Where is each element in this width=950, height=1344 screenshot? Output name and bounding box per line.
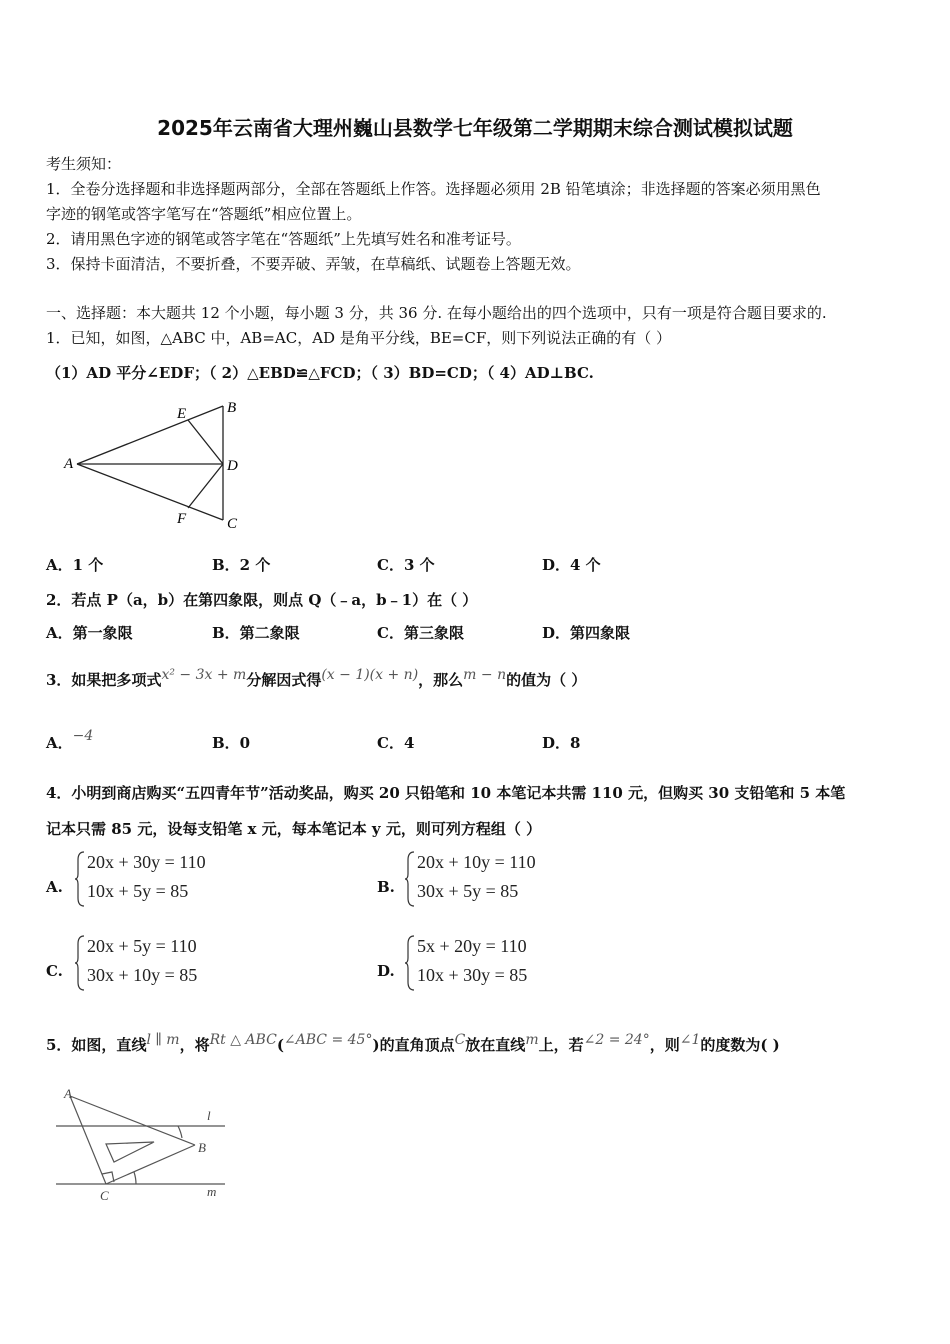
notice-item-3: 3．保持卡面清洁，不要折叠，不要弄破、弄皱，在草稿纸、试题卷上答题无效。 xyxy=(46,255,581,273)
q5-text-b: ，将 xyxy=(179,1036,210,1054)
q3-expr-factored: (x − 1)(x + n) xyxy=(321,667,419,683)
q3-option-a-label: A． xyxy=(46,734,73,752)
q4-stem-line2: 记本只需 85 元，设每支铅笔 x 元，每本笔记本 y 元，则可列方程组（ ） xyxy=(46,820,542,838)
q1-conditions: （1）AD 平分∠EDF；（ 2）△EBD≌△FCD；（ 3）BD=CD；（ 4）AD⊥BC. xyxy=(46,364,594,382)
q2-option-d[interactable]: D．第四象限 xyxy=(542,624,631,642)
q4-stem-line1: 4．小明到商店购买“五四青年节”活动奖品，购买 20 只铅笔和 10 本笔记本共需 110 元，但购买 30 支铅笔和 5 本笔 xyxy=(46,784,846,802)
q3-stem-b: 分解因式得 xyxy=(246,671,322,689)
q4-option-c-eq2: 30x + 10y = 85 xyxy=(87,965,198,985)
q5-math-line-m: m xyxy=(525,1032,539,1048)
q2-option-a[interactable]: A．第一象限 xyxy=(46,624,133,642)
q1-option-d[interactable]: D．4 个 xyxy=(542,556,601,574)
q3-option-a-value: −4 xyxy=(72,728,94,744)
notice-item-2: 2．请用黑色字迹的钢笔或答字笔在“答题纸”上先填写姓名和准考证号。 xyxy=(46,230,521,248)
q1-label-e: E xyxy=(177,406,187,422)
q1-label-f: F xyxy=(177,511,187,527)
q4-option-d-label[interactable]: D. xyxy=(377,962,395,980)
q5-parallel-lines-figure xyxy=(50,1082,240,1207)
q5-label-a: A xyxy=(64,1086,72,1101)
q3-stem-d: 的值为（ ） xyxy=(506,671,587,689)
q5-text-f: 上，若 xyxy=(538,1036,584,1054)
q4-option-b-eq2: 30x + 5y = 85 xyxy=(417,881,519,901)
q1-stem: 1．已知，如图，△ABC 中，AB=AC，AD 是角平分线，BE=CF，则下列说法正确的有（ ） xyxy=(46,329,672,347)
q1-label-d: D xyxy=(227,458,238,474)
q5-text-h: 的度数为( ) xyxy=(700,1036,780,1054)
page-title: 2025年云南省大理州巍山县数学七年级第二学期期末综合测试模拟试题 xyxy=(157,116,793,140)
q4-option-b-brace xyxy=(404,850,416,908)
q5-stem xyxy=(46,1034,780,1055)
q2-stem: 2．若点 P（a，b）在第四象限，则点 Q（﹣a，b﹣1）在（ ） xyxy=(46,591,478,609)
q4-option-c-label[interactable]: C. xyxy=(46,962,63,980)
q3-expr-diff: m − n xyxy=(463,667,507,683)
q1-label-c: C xyxy=(227,516,238,532)
q1-option-b[interactable]: B．2 个 xyxy=(212,556,271,574)
q4-option-d-eq1: 5x + 20y = 110 xyxy=(417,936,527,956)
q3-option-c[interactable]: C．4 xyxy=(377,734,415,752)
q1-triangle-figure xyxy=(55,392,255,537)
q5-math-triangle: Rt △ ABC xyxy=(209,1032,277,1048)
notice-heading: 考生须知： xyxy=(46,155,122,173)
q3-expr-poly: x² − 3x + m xyxy=(161,667,247,683)
notice-item-1a: 1．全卷分选择题和非选择题两部分，全部在答题纸上作答。选择题必须用 2B 铅笔填涂；非选择题的答案必须用黑色 xyxy=(46,180,821,198)
q3-option-d[interactable]: D．8 xyxy=(542,734,581,752)
q5-text-g: ，则 xyxy=(649,1036,680,1054)
q4-option-b-eq1: 20x + 10y = 110 xyxy=(417,852,536,872)
q3-stem-c: ，那么 xyxy=(418,671,464,689)
q5-label-b: B xyxy=(198,1140,206,1155)
q5-math-vertex-c: C xyxy=(454,1032,466,1048)
q5-text-a: 5．如图，直线 xyxy=(46,1036,147,1054)
q1-option-a[interactable]: A．1 个 xyxy=(46,556,104,574)
q4-option-c-brace xyxy=(74,934,86,992)
q4-option-a-brace xyxy=(74,850,86,908)
q4-option-a-label[interactable]: A. xyxy=(46,878,63,896)
q5-label-c: C xyxy=(100,1188,109,1203)
q3-stem-a: 3．如果把多项式 xyxy=(46,671,162,689)
q4-option-a-eq1: 20x + 30y = 110 xyxy=(87,852,206,872)
q1-option-c[interactable]: C．3 个 xyxy=(377,556,435,574)
q4-option-d-brace xyxy=(404,934,416,992)
q2-option-b[interactable]: B．第二象限 xyxy=(212,624,300,642)
q5-text-d: )的直角顶点 xyxy=(372,1036,455,1054)
section-heading: 一、选择题：本大题共 12 个小题，每小题 3 分，共 36 分. 在每小题给出的四个选项中，只有一项是符合题目要求的. xyxy=(46,304,827,322)
q5-label-l: l xyxy=(207,1108,211,1123)
q5-math-angle-2: ∠2 = 24° xyxy=(583,1032,650,1048)
q5-math-angle-abc: ∠ABC = 45° xyxy=(283,1032,373,1048)
q4-option-d-eq2: 10x + 30y = 85 xyxy=(417,965,528,985)
q5-math-angle-1: ∠1 xyxy=(679,1032,701,1048)
q4-option-c-eq1: 20x + 5y = 110 xyxy=(87,936,197,956)
q2-option-c[interactable]: C．第三象限 xyxy=(377,624,464,642)
notice-item-1b: 字迹的钢笔或答字笔写在“答题纸”相应位置上。 xyxy=(46,205,362,223)
q3-option-b[interactable]: B．0 xyxy=(212,734,251,752)
q5-label-m: m xyxy=(207,1184,217,1199)
q5-text-e: 放在直线 xyxy=(465,1036,526,1054)
q3-option-a[interactable] xyxy=(46,728,94,753)
q5-text-c: ( xyxy=(276,1036,284,1054)
q4-option-a-eq2: 10x + 5y = 85 xyxy=(87,881,189,901)
q3-stem xyxy=(46,669,586,690)
q5-math-parallel: l ∥ m xyxy=(146,1032,180,1048)
q1-label-b: B xyxy=(227,400,237,416)
q4-option-b-label[interactable]: B. xyxy=(377,878,395,896)
q1-label-a: A xyxy=(64,456,74,472)
